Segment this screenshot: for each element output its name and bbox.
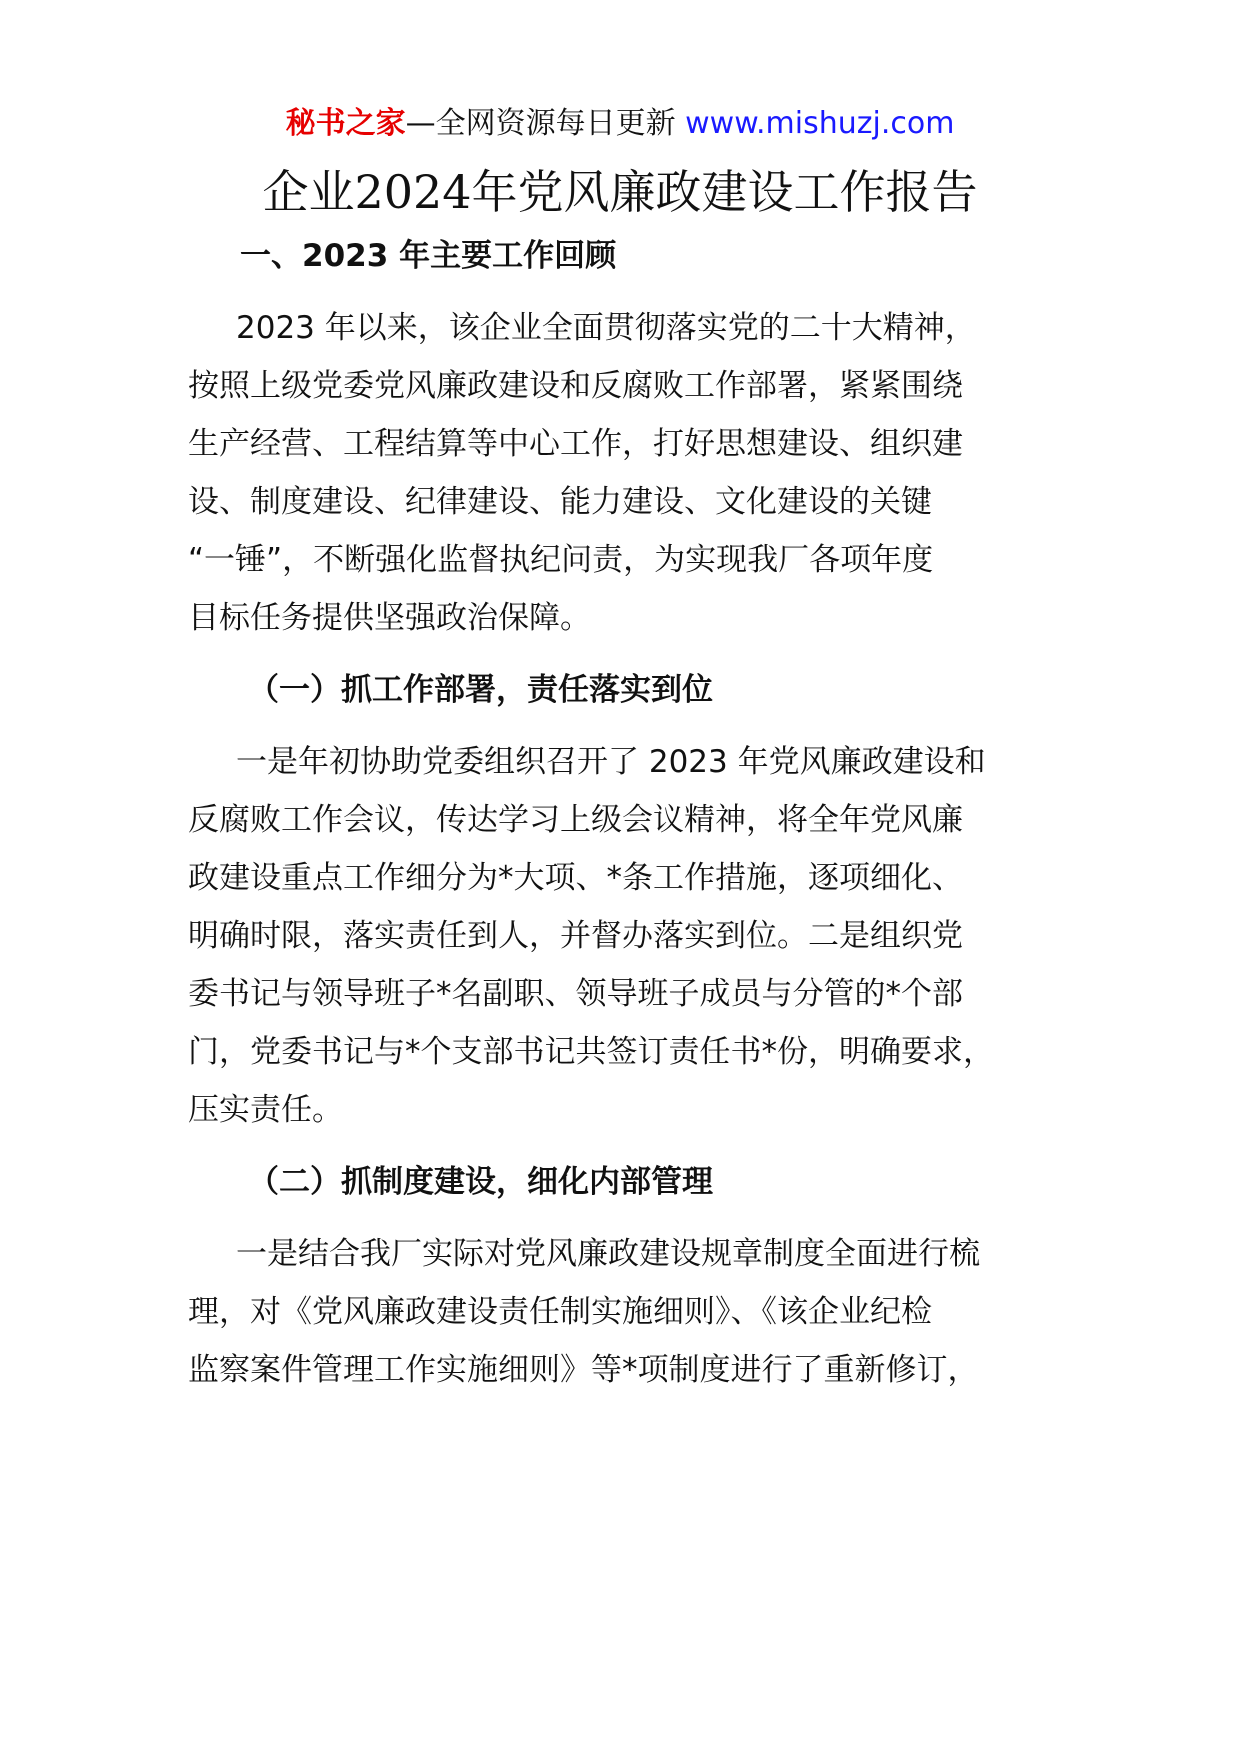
paragraph-line: 目标任务提供坚强政治保障。 (188, 600, 591, 636)
section-heading-1: 一、2023 年主要工作回顾 (240, 238, 617, 274)
site-header (0, 104, 1240, 144)
paragraph-line: 一是年初协助党委组织召开了 2023 年党风廉政建设和 (236, 744, 986, 780)
paragraph-line: 政建设重点工作细分为*大项、*条工作措施，逐项细化、 (188, 860, 963, 896)
header-tagline: —全网资源每日更新 (405, 106, 686, 141)
brand-name: 秘书之家 (285, 106, 406, 141)
paragraph-line: 2023 年以来，该企业全面贯彻落实党的二十大精神， (236, 310, 976, 346)
paragraph-line: 压实责任。 (188, 1092, 343, 1128)
subsection-heading-1: （一）抓工作部署，责任落实到位 (248, 672, 713, 708)
subsection-heading-2: （二）抓制度建设，细化内部管理 (248, 1164, 713, 1200)
site-url-link[interactable]: www.mishuzj.com (685, 106, 955, 141)
title-year: 2024 (354, 165, 472, 219)
title-prefix: 企业 (262, 165, 355, 219)
paragraph-line: 一是结合我厂实际对党风廉政建设规章制度全面进行梳 (236, 1236, 980, 1272)
paragraph-line: 委书记与领导班子*名副职、领导班子成员与分管的*个部 (188, 976, 963, 1012)
paragraph-line: 按照上级党委党风廉政建设和反腐败工作部署，紧紧围绕 (188, 368, 963, 404)
document-title (0, 162, 1240, 222)
paragraph-line: “一锤”，不断强化监督执纪问责，为实现我厂各项年度 (188, 542, 934, 578)
paragraph-line: 设、制度建设、纪律建设、能力建设、文化建设的关键 (188, 484, 932, 520)
paragraph-line: 门，党委书记与*个支部书记共签订责任书*份，明确要求， (188, 1034, 994, 1070)
paragraph-line: 理，对《党风廉政建设责任制实施细则》、《该企业纪检 (188, 1294, 932, 1330)
paragraph-line: 明确时限，落实责任到人，并督办落实到位。二是组织党 (188, 918, 963, 954)
paragraph-line: 监察案件管理工作实施细则》等*项制度进行了重新修订， (188, 1352, 979, 1388)
paragraph-line: 反腐败工作会议，传达学习上级会议精神，将全年党风廉 (188, 802, 963, 838)
title-suffix: 年党风廉政建设工作报告 (471, 165, 978, 219)
paragraph-line: 生产经营、工程结算等中心工作，打好思想建设、组织建 (188, 426, 963, 462)
